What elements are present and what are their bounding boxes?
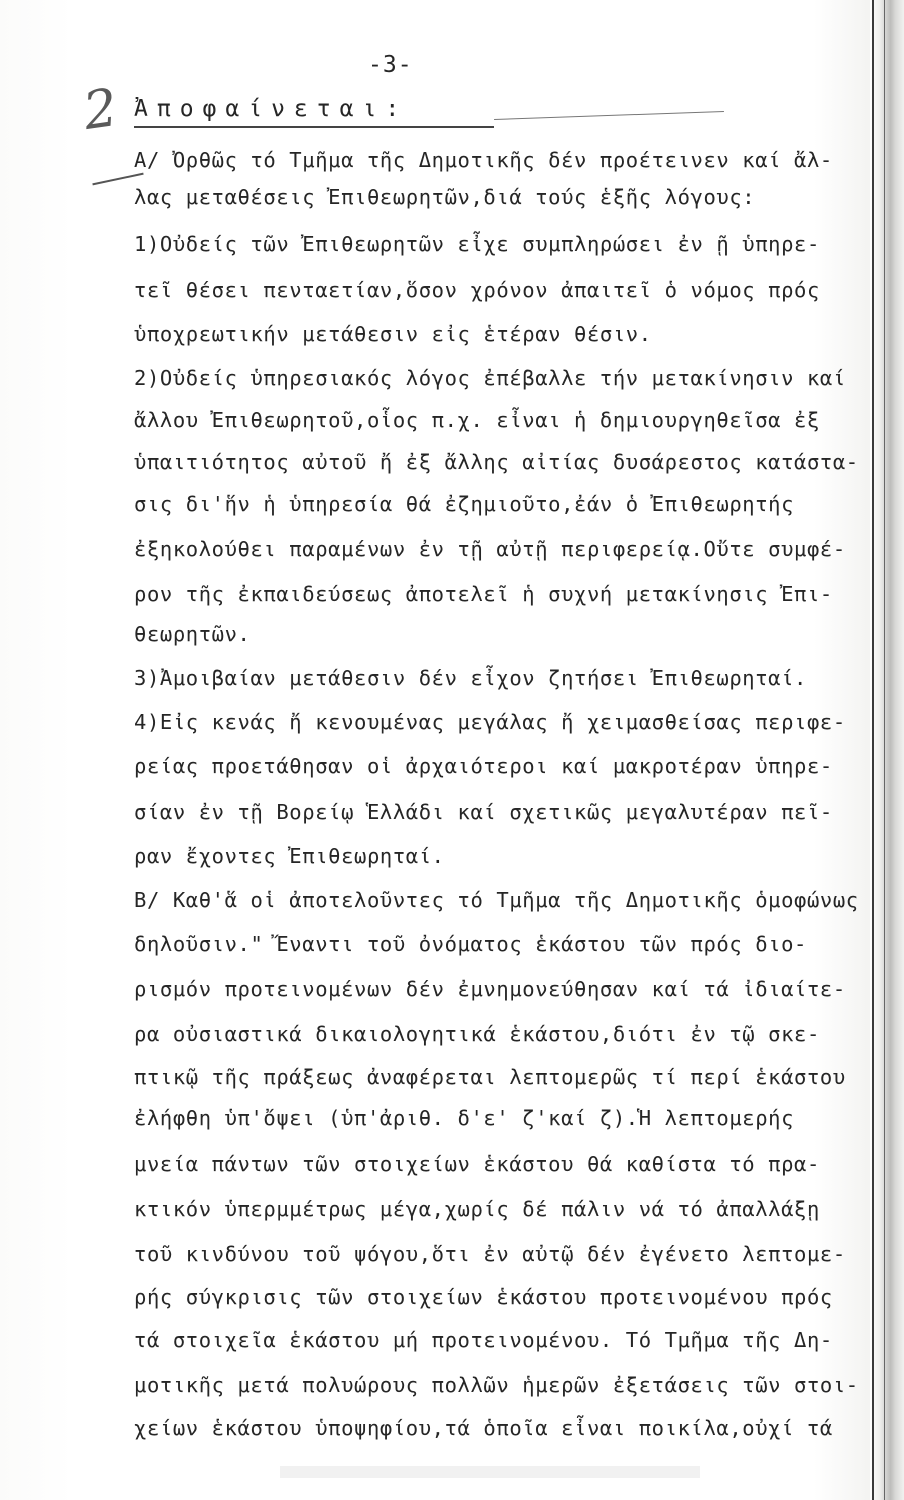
text-line: ραν ἔχοντες Ἐπιθεωρηταί. [134,844,445,868]
heading-pencil-line [494,111,724,120]
text-line: ὑποχρεωτικήν μετάθεσιν εἰς ἑτέραν θέσιν. [134,322,652,346]
heading-underline [134,126,494,128]
text-line: μνεία πάντων τῶν στοιχείων ἑκάστου θά καθίστα τό πρα- [134,1152,820,1176]
text-line: θεωρητῶν. [134,622,251,646]
text-line: 4)Εἰς κενάς ἤ κενουμένας μεγάλας ἤ χειμασθείσας περιφε- [134,710,846,734]
text-line: τά στοιχεῖα ἑκάστου μή προτεινομένου. Τό Τμῆμα τῆς Δη- [134,1328,833,1352]
handwritten-margin-number: 2 [79,77,122,143]
text-line: ρισμόν προτεινομένων δέν ἐμνημονεύθησαν καί τά ἰδιαίτε- [134,977,846,1001]
binding-line [872,0,874,1500]
text-line: ἄλλου Ἐπιθεωρητοῦ,οἷος π.χ. εἶναι ἡ δημιουργηθεῖσα ἐξ [134,408,820,432]
text-line: ρείας προετάθησαν οἱ ἀρχαιότεροι καί μακροτέραν ὑπηρε- [134,754,833,778]
text-line: 2)Οὐδείς ὑπηρεσιακός λόγος ἐπέβαλλε τήν μετακίνησιν καί [134,366,846,390]
text-line: ρής σύγκρισις τῶν στοιχείων ἑκάστου προτεινομένου πρός [134,1285,833,1309]
section-heading: Ἀποφαίνεται: [134,96,409,122]
text-line: τεῖ θέσει πενταετίαν,ὅσον χρόνον ἀπαιτεῖ ὁ νόμος πρός [134,278,820,302]
page-number: -3- [368,52,413,78]
text-line: 3)Ἀμοιβαίαν μετάθεσιν δέν εἶχον ζητήσει Ἐπιθεωρηταί. [134,666,807,690]
page-binding-edge [870,0,904,1500]
text-line: δηλοῦσιν." Ἔναντι τοῦ ὀνόματος ἑκάστου τῶν πρός διο- [134,932,807,956]
text-line: τοῦ κινδύνου τοῦ ψόγου,ὅτι ἐν αὐτῷ δέν ἐγένετο λεπτομε- [134,1242,846,1266]
text-line: σίαν ἐν τῇ Βορείῳ Ἑλλάδι καί σχετικῶς μεγαλυτέραν πεῖ- [134,800,833,824]
text-line: 1)Οὐδείς τῶν Ἐπιθεωρητῶν εἶχε συμπληρώσει ἐν ῇ ὑπηρε- [134,232,820,256]
text-line: ὑπαιτιότητος αὐτοῦ ἤ ἐξ ἄλλης αἰτίας δυσάρεστος κατάστα- [134,450,859,474]
text-line: Α/ Ὀρθῶς τό Τμῆμα τῆς Δημοτικῆς δέν προέτεινεν καί ἄλ- [134,148,833,172]
text-line: ἐξηκολούθει παραμένων ἐν τῇ αὐτῇ περιφερείᾳ.Οὔτε συμφέ- [134,537,846,561]
text-line: πτικῷ τῆς πράξεως ἀναφέρεται λεπτομερῶς τί περί ἑκάστου [134,1065,846,1089]
text-line: χείων ἑκάστου ὑποψηφίου,τά ὁποῖα εἶναι ποικίλα,οὐχί τά [134,1416,833,1440]
text-line: μοτικῆς μετά πολυώρους πολλῶν ἡμερῶν ἐξετάσεις τῶν στοι- [134,1373,859,1397]
text-line: ἐλήφθη ὑπ'ὄψει (ὑπ'ἀριθ. δ'ε' ζ'καί ζ).Ἡ λεπτομερής [134,1106,795,1130]
text-line: κτικόν ὑπερμμέτρως μέγα,χωρίς δέ πάλιν νά τό ἀπαλλάξῃ [134,1197,820,1221]
text-line: σις δι'ἥν ἡ ὑπηρεσία θά ἐζημιοῦτο,ἐάν ὁ Ἐπιθεωρητής [134,492,795,516]
text-line: λας μεταθέσεις Ἐπιθεωρητῶν,διά τούς ἑξῆς λόγους: [134,185,756,209]
text-line: Β/ Καθ'ἅ οἱ ἀποτελοῦντες τό Τμῆμα τῆς Δημοτικῆς ὁμοφώνως [134,888,859,912]
bleed-through-smudge [280,1466,700,1478]
binding-line-thin [884,0,885,1500]
text-line: ρον τῆς ἐκπαιδεύσεως ἀποτελεῖ ἡ συχνή μετακίνησις Ἐπι- [134,582,833,606]
text-line: ρα οὐσιαστικά δικαιολογητικά ἑκάστου,διότι ἐν τῷ σκε- [134,1022,820,1046]
